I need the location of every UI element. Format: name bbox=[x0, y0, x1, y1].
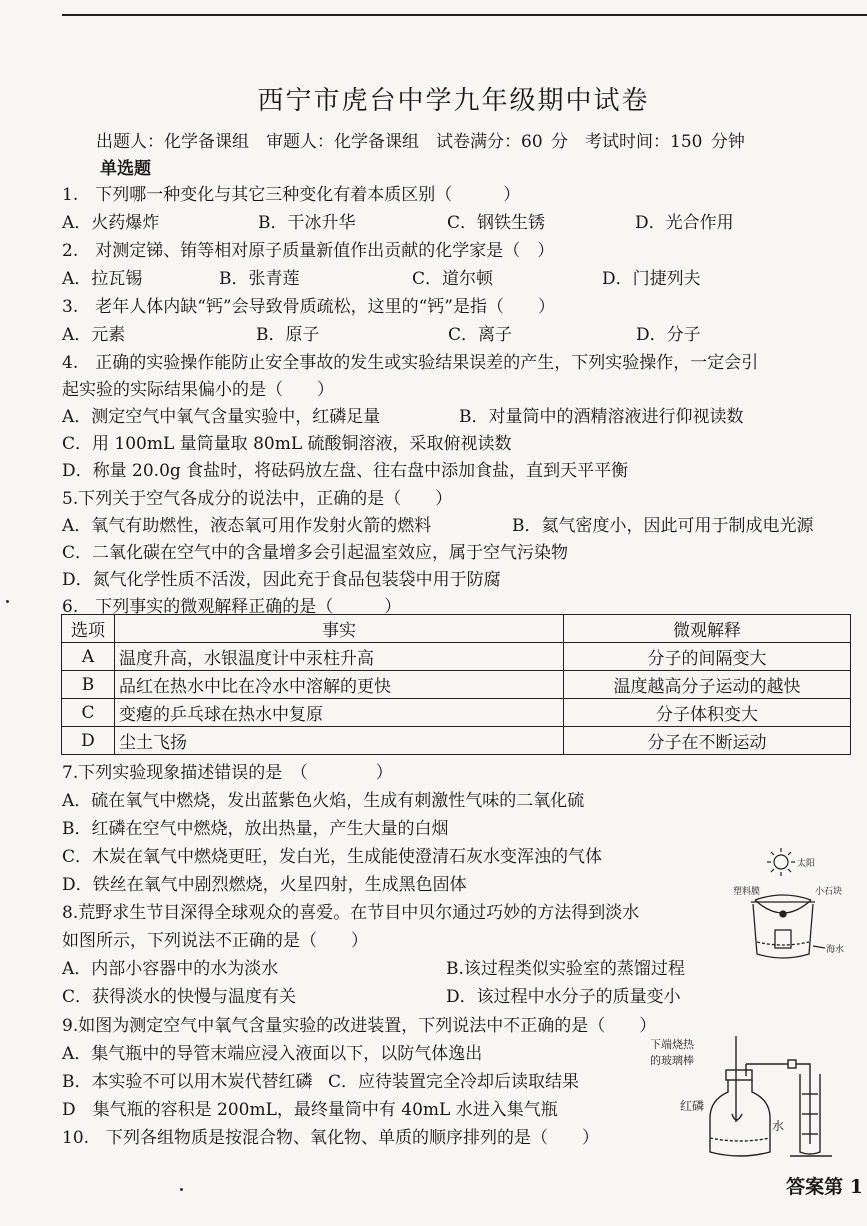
q1-stem: 1. 下列哪一种变化与其它三种变化有着本质区别（ ） bbox=[62, 185, 521, 205]
q1-option-a: A．火药爆炸 bbox=[62, 213, 160, 233]
table-row bbox=[62, 699, 851, 727]
q5-option-a: A．氧气有助燃性，液态氧可用作发射火箭的燃料 bbox=[62, 516, 432, 536]
q3-option-c: C．离子 bbox=[448, 325, 513, 345]
top-rule bbox=[62, 14, 867, 16]
q9-option-b: B．本实验不可以用木炭代替红磷 bbox=[62, 1072, 313, 1092]
q8-option-a: A．内部小容器中的水为淡水 bbox=[62, 959, 279, 979]
q5-option-c: C．二氧化碳在空气中的含量增多会引起温室效应，属于空气污染物 bbox=[62, 543, 569, 563]
table-header-explanation: 微观解释 bbox=[564, 615, 851, 643]
seawater-label: 海水 bbox=[826, 945, 845, 955]
table-row bbox=[62, 671, 851, 699]
scan-speck bbox=[6, 600, 9, 603]
table-cell-fact: 尘土飞扬 bbox=[115, 727, 564, 755]
table-cell-option: B bbox=[62, 671, 115, 699]
q4-option-a: A．测定空气中氧气含量实验中，红磷足量 bbox=[62, 407, 381, 427]
q3-option-b: B．原子 bbox=[256, 325, 320, 345]
q2-option-c: C．道尔顿 bbox=[412, 269, 494, 289]
table-row bbox=[62, 727, 851, 755]
table-cell-explanation: 分子的间隔变大 bbox=[564, 643, 851, 671]
rod-label-line2: 的玻璃棒 bbox=[650, 1054, 694, 1067]
table-cell-option: D bbox=[62, 727, 115, 755]
page-footer: 答案第 1 bbox=[786, 1176, 863, 1198]
table-row bbox=[62, 643, 851, 671]
still-container bbox=[751, 895, 825, 958]
table-header-fact: 事实 bbox=[115, 615, 564, 643]
exam-meta: 出题人：化学备课组 审题人：化学备课组 试卷满分：60 分 考试时间：150 分钟 bbox=[96, 132, 745, 152]
q7-option-a: A．硫在氧气中燃烧，发出蓝紫色火焰，生成有刺激性气味的二氧化硫 bbox=[62, 791, 585, 811]
q7-option-b: B．红磷在空气中燃烧，放出热量，产生大量的白烟 bbox=[62, 819, 449, 839]
water-label: 水 bbox=[772, 1119, 785, 1133]
sun-icon bbox=[767, 848, 795, 876]
q9-stem: 9.如图为测定空气中氧气含量实验的改进装置，下列说法中不正确的是（ ） bbox=[62, 1016, 657, 1036]
scan-speck bbox=[180, 1188, 183, 1191]
table-cell-explanation: 温度越高分子运动的越快 bbox=[564, 671, 851, 699]
q8-option-c: C．获得淡水的快慢与温度有关 bbox=[62, 987, 297, 1007]
q9-option-d: D 集气瓶的容积是 200mL，最终量筒中有 40mL 水进入集气瓶 bbox=[62, 1100, 558, 1120]
q5-stem: 5.下列关于空气各成分的说法中，正确的是（ ） bbox=[62, 489, 453, 509]
table-cell-option: A bbox=[62, 643, 115, 671]
q7-option-c: C．木炭在氧气中燃烧更旺，发白光，生成能使澄清石灰水变浑浊的气体 bbox=[62, 847, 603, 867]
table-cell-explanation: 分子在不断运动 bbox=[564, 727, 851, 755]
q6-stem: 6. 下列事实的微观解释正确的是（ ） bbox=[62, 597, 402, 617]
q3-option-a: A．元素 bbox=[62, 325, 126, 345]
rod-label-line1: 下端烧热 bbox=[650, 1038, 694, 1051]
q5-option-b: B．氦气密度小，因此可用于制成电光源 bbox=[512, 516, 814, 536]
oxygen-apparatus-figure bbox=[648, 1034, 838, 1164]
q5-option-d: D．氮气化学性质不活泼，因此充于食品包装袋中用于防腐 bbox=[62, 570, 501, 590]
q8-option-d: D．该过程中水分子的质量变小 bbox=[446, 987, 681, 1007]
q8-stem-line2: 如图所示，下列说法不正确的是（ ） bbox=[62, 931, 368, 951]
q7-option-d: D．铁丝在氧气中剧烈燃烧，火星四射，生成黑色固体 bbox=[62, 875, 467, 895]
stone-label: 小石块 bbox=[815, 887, 843, 897]
solar-still-figure bbox=[733, 842, 858, 972]
q9-option-a: A．集气瓶中的导管末端应浸入液面以下，以防气体逸出 bbox=[62, 1044, 483, 1064]
q1-option-b: B．干冰升华 bbox=[258, 213, 356, 233]
q6-table bbox=[61, 614, 851, 755]
table-cell-fact: 温度升高，水银温度计中汞柱升高 bbox=[115, 643, 564, 671]
table-cell-option: C bbox=[62, 699, 115, 727]
q2-option-a: A．拉瓦锡 bbox=[62, 269, 143, 289]
table-cell-explanation: 分子体积变大 bbox=[564, 699, 851, 727]
q7-stem: 7.下列实验现象描述错误的是 （ ） bbox=[62, 763, 393, 783]
q4-option-d: D．称量 20.0g 食盐时，将砝码放左盘、往右盘中添加食盐，直到天平平衡 bbox=[62, 461, 629, 481]
q4-stem-line2: 起实验的实际结果偏小的是（ ） bbox=[62, 380, 334, 400]
section-heading: 单选题 bbox=[100, 159, 151, 179]
sun-label: 太阳 bbox=[797, 859, 816, 869]
film-label: 塑料膜 bbox=[733, 887, 761, 897]
q8-option-b: B.该过程类似实验室的蒸馏过程 bbox=[446, 959, 685, 979]
q2-option-d: D．门捷列夫 bbox=[602, 269, 701, 289]
table-header-row bbox=[62, 615, 851, 643]
q4-option-c: C．用 100mL 量筒量取 80mL 硫酸铜溶液，采取俯视读数 bbox=[62, 434, 512, 454]
q3-stem: 3. 老年人体内缺“钙”会导致骨质疏松，这里的“钙”是指（ ） bbox=[62, 297, 555, 317]
q3-option-d: D．分子 bbox=[636, 325, 701, 345]
q4-stem-line1: 4. 正确的实验操作能防止安全事故的发生或实验结果误差的产生，下列实验操作，一定会引 bbox=[62, 353, 759, 373]
q4-option-b: B．对量筒中的酒精溶液进行仰视读数 bbox=[459, 407, 744, 427]
q2-option-b: B．张青莲 bbox=[219, 269, 300, 289]
gas-bottle bbox=[710, 1036, 832, 1156]
q9-option-c: C．应待装置完全冷却后读取结果 bbox=[328, 1072, 580, 1092]
q1-option-c: C．钢铁生锈 bbox=[447, 213, 546, 233]
table-cell-fact: 变瘪的乒乓球在热水中复原 bbox=[115, 699, 564, 727]
q8-stem-line1: 8.荒野求生节目深得全球观众的喜爱。在节目中贝尔通过巧妙的方法得到淡水 bbox=[62, 903, 640, 923]
table-header-option: 选项 bbox=[62, 615, 115, 643]
table-cell-fact: 品红在热水中比在冷水中溶解的更快 bbox=[115, 671, 564, 699]
q2-stem: 2. 对测定锑、铕等相对原子质量新值作出贡献的化学家是（ ） bbox=[62, 241, 555, 261]
q10-stem: 10. 下列各组物质是按混合物、氧化物、单质的顺序排列的是（ ） bbox=[62, 1128, 600, 1148]
page-title: 西宁市虎台中学九年级期中试卷 bbox=[257, 86, 650, 116]
phosphorus-label: 红磷 bbox=[680, 1099, 705, 1113]
q1-option-d: D．光合作用 bbox=[635, 213, 734, 233]
